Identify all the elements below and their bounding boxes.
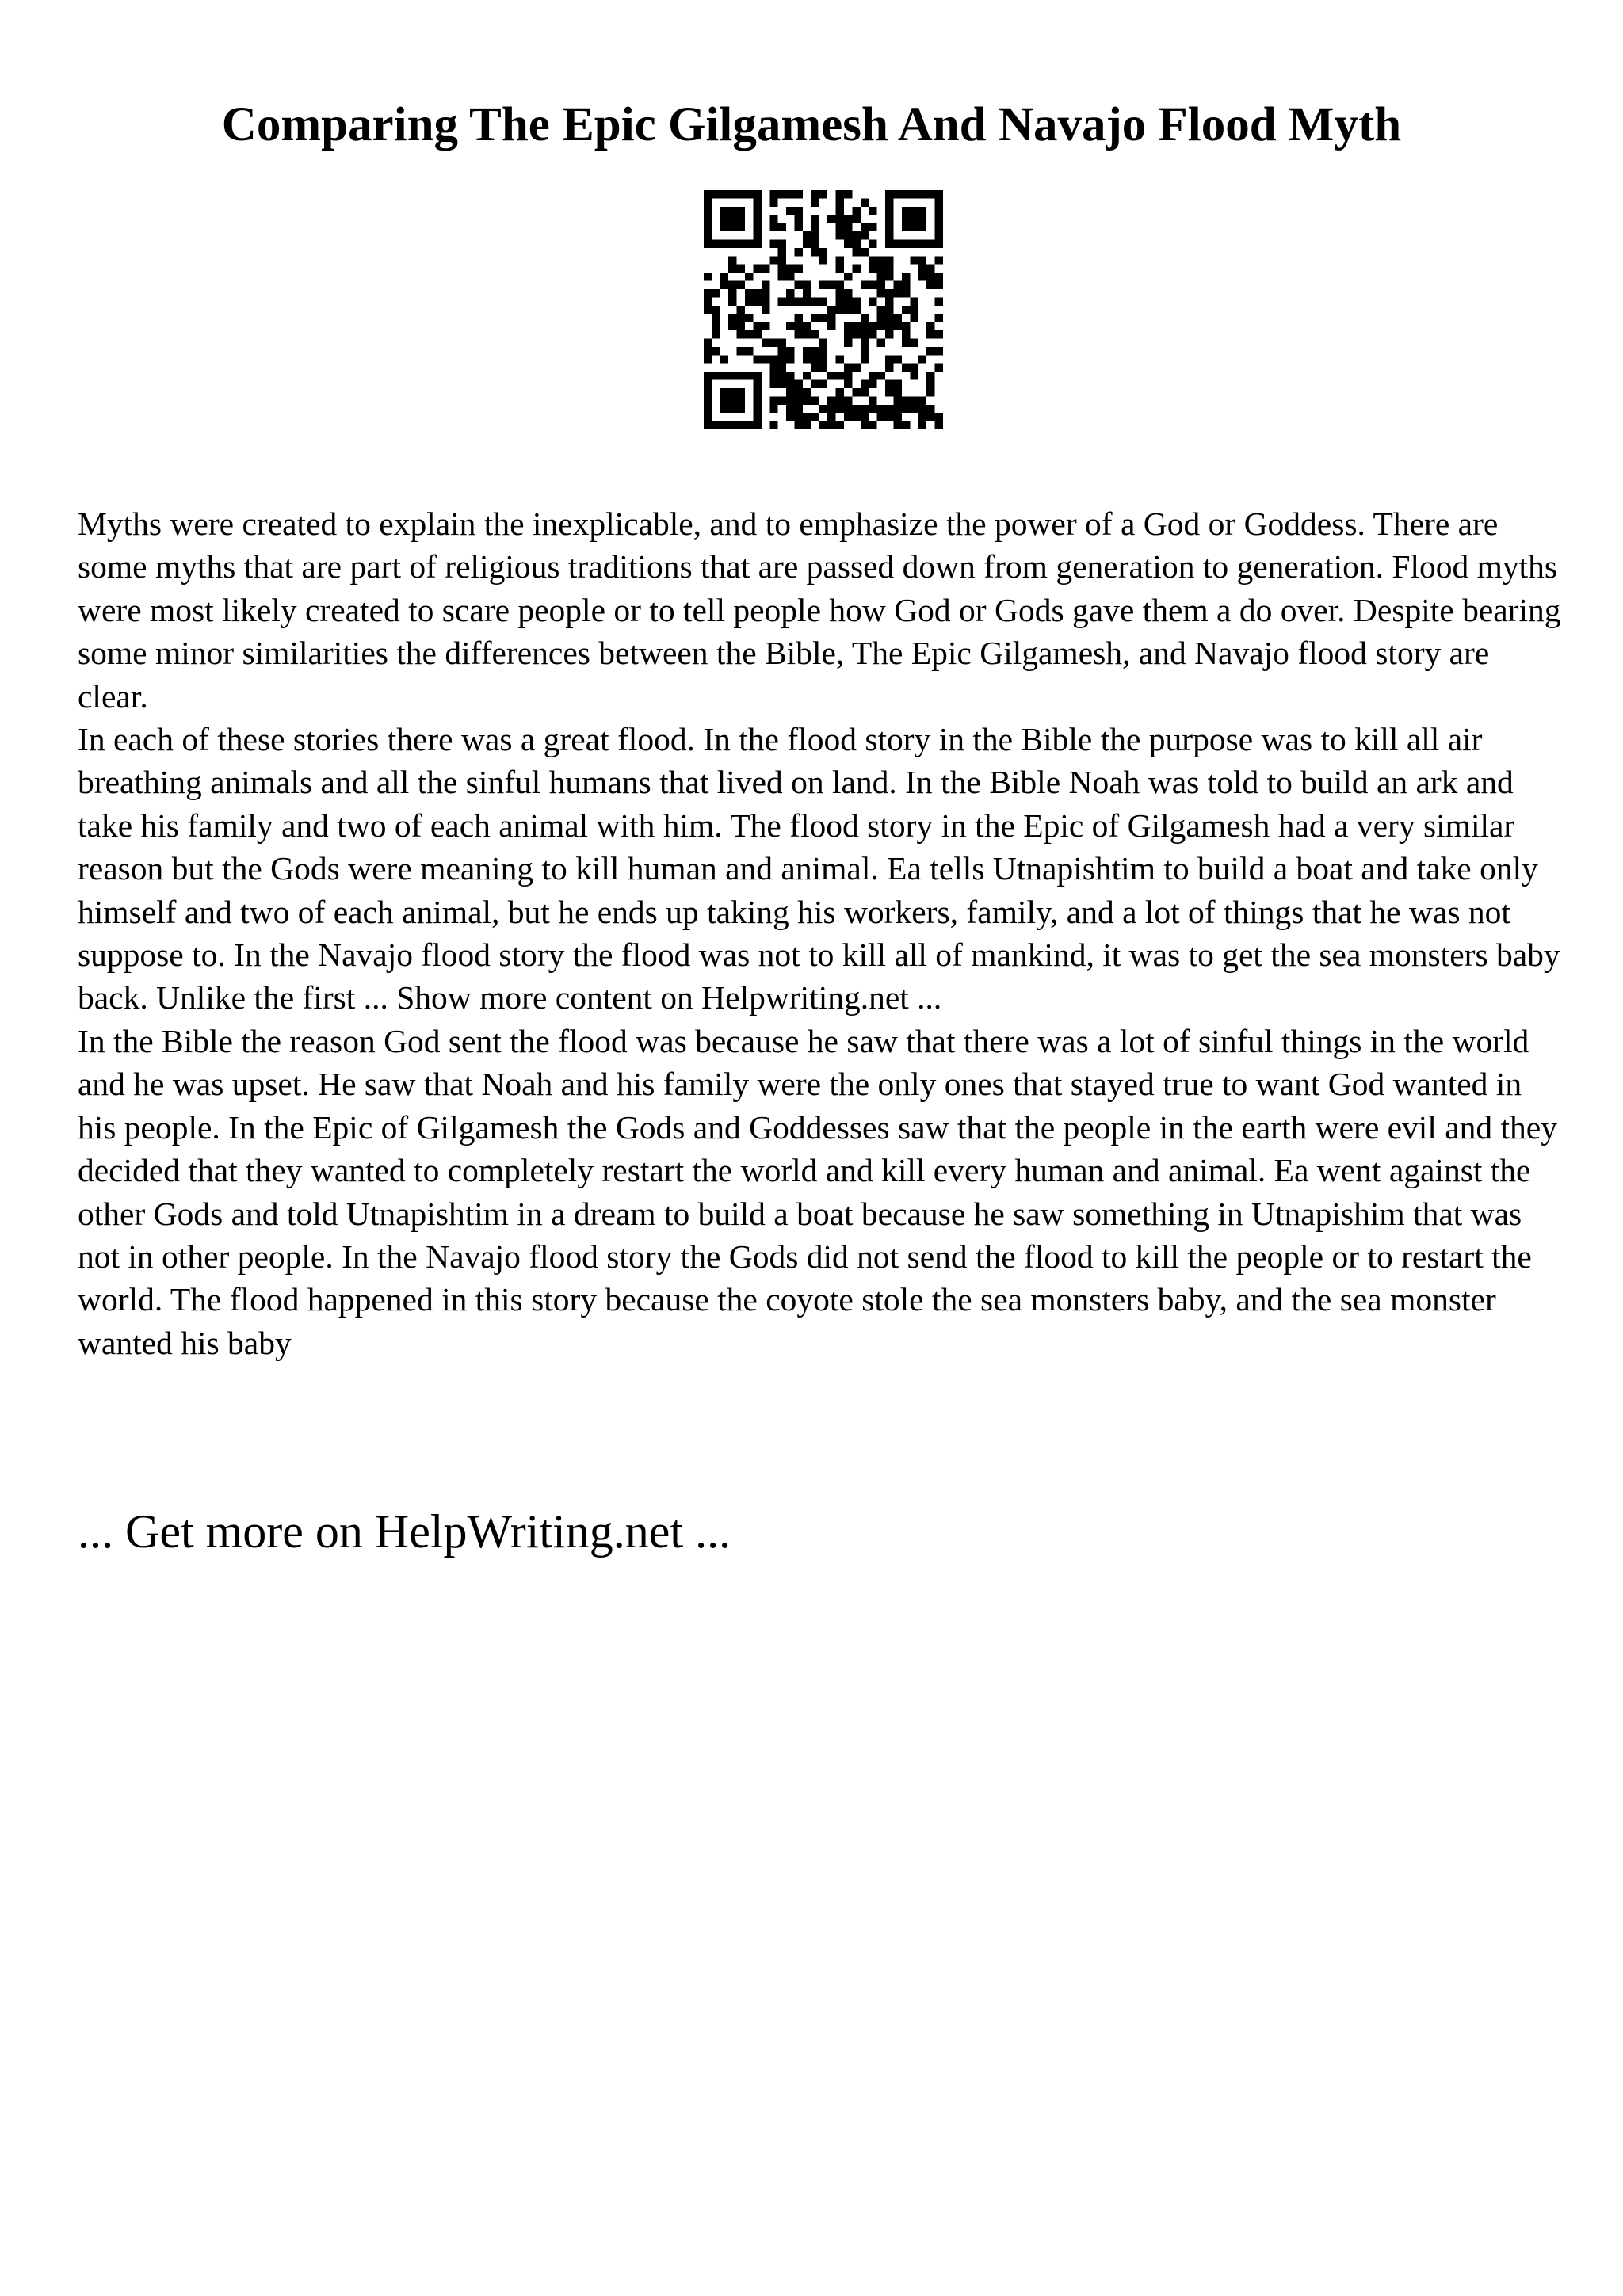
paragraph-flood-purpose: In each of these stories there was a great flood. In the flood story in the Bible the purpose was to kill all air breathing animals and all the sinful humans that lived on land. In the Bible Noah was told to build an ark and take his family and two of each animal with him. The flood story in the Epic of Gilgamesh had a very similar reason but the Gods were meaning to kill human and animal. Ea tells Utnapishtim to build a boat and take only himself and two of each animal, but he ends up taking his workers, family, and a lot of things that he was not suppose to. In the Navajo flood story the flood was not to kill all of mankind, it was to get the sea monsters baby back. Unlike the first ... Show more content on Helpwriting.net ... xyxy=(78,721,1560,1016)
paragraph-flood-reason: In the Bible the reason God sent the flood was because he saw that there was a lot of sinful things in the world and he was upset. He saw that Noah and his family were the only ones that stayed true to want God wanted in his people. In the Epic of Gilgamesh the Gods and Goddesses saw that the people in the earth were evil and they decided that they wanted to completely restart the world and kill every human and animal. Ea went against the other Gods and told Utnapishtim in a dream to build a boat because he saw something in Utnapishim that was not in other people. In the Navajo flood story the Gods did not send the flood to kill the people or to restart the world. The flood happened in this story because the coyote stole the sea monsters baby, and the sea monster wanted his baby xyxy=(78,1022,1557,1361)
article-body xyxy=(78,502,1568,1364)
get-more-link[interactable]: ... Get more on HelpWriting.net ... xyxy=(78,1505,731,1558)
qr-code-icon xyxy=(704,190,943,429)
page-title: Comparing The Epic Gilgamesh And Navajo Flood Myth xyxy=(221,98,1402,151)
paragraph-intro: Myths were created to explain the inexplicable, and to emphasize the power of a God or Goddess. There are some myths that are part of religious traditions that are passed down from generation to generation. Flood myths were most likely created to scare people or to tell people how God or Gods gave them a do over. Despite bearing some minor similarities the differences between the Bible, The Epic Gilgamesh, and Navajo flood story are clear. xyxy=(78,505,1561,715)
